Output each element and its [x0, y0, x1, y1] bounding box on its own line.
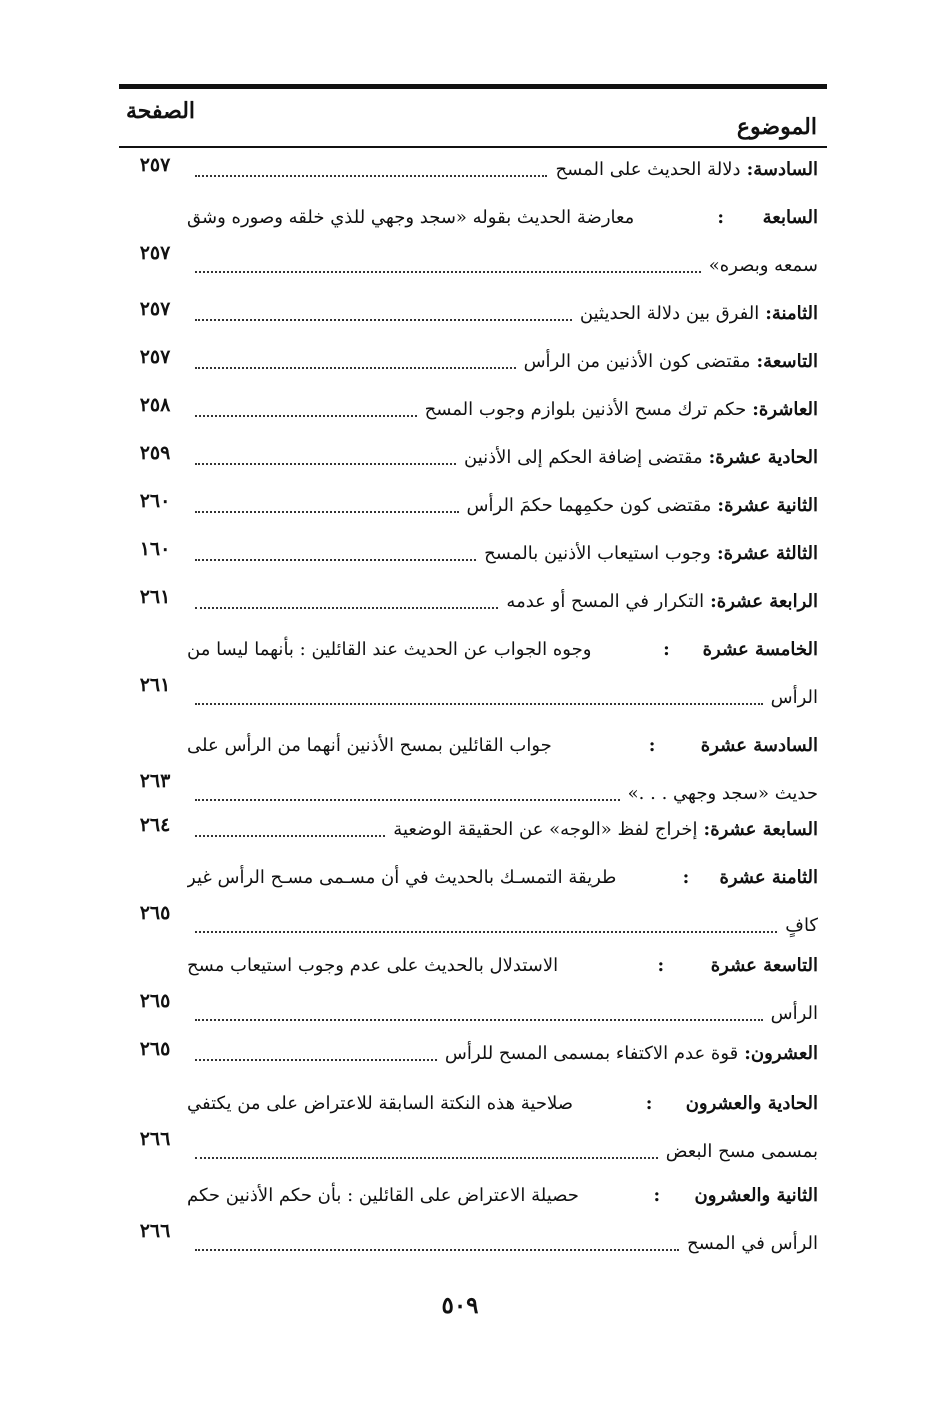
dot-leader — [195, 367, 516, 369]
label-colon: : — [657, 955, 665, 976]
entry-label: الثالثة عشرة — [723, 543, 818, 564]
label-colon: : — [717, 207, 725, 228]
label-colon: : — [663, 639, 670, 660]
entry-title: الاستدلال بالحديث على عدم وجوب استيعاب مسح — [187, 955, 559, 976]
dot-leader — [195, 319, 572, 321]
entry-page-number: ٢٦٤ — [139, 814, 171, 836]
toc-entry — [187, 342, 818, 382]
entry-page-number: ١٦٠ — [139, 538, 171, 560]
toc-entry-continuation — [187, 1224, 818, 1264]
entry-label: العاشرة — [758, 399, 818, 420]
toc-entry — [187, 486, 818, 526]
dot-leader — [195, 1059, 437, 1061]
entry-label: السابعة عشرة — [710, 819, 818, 840]
entry-page-number: ٢٥٧ — [139, 242, 171, 264]
toc-entry-continuation — [187, 246, 818, 286]
entry-label: العشرون — [750, 1043, 818, 1064]
entry-label: الرابعة عشرة — [716, 591, 818, 612]
entry-title: مقتضى كون الأذنين من الرأس — [523, 351, 751, 372]
label-colon: : — [708, 447, 716, 468]
entry-page-number: ٢٦١ — [139, 674, 171, 696]
entry-title: حكم ترك مسح الأذنين بلوازم وجوب المسح — [424, 399, 747, 420]
toc-entry — [187, 150, 818, 190]
label-colon: : — [717, 495, 725, 516]
entry-page-number: ٢٦١ — [139, 586, 171, 608]
entry-label: الثامنة عشرة — [719, 867, 818, 888]
toc-entry — [187, 810, 818, 850]
entry-page-number: ٢٦٠ — [139, 490, 171, 512]
entry-label: السابعة — [762, 207, 818, 228]
entry-title: طريقة التمسـك بالحديث في أن مسـمى مسـح الرأس غير — [187, 867, 617, 888]
entry-title: التكرار في المسح أو عدمه — [506, 591, 705, 612]
entry-title: إخراج لفظ «الوجه» عن الحقيقة الوضعية — [393, 819, 698, 840]
entry-page-number: ٢٥٧ — [139, 298, 171, 320]
toc-entry — [187, 1084, 818, 1124]
label-colon: : — [752, 399, 759, 420]
entry-title: معارضة الحديث بقوله «سجد وجهي للذي خلقه وصوره وشق — [187, 207, 635, 228]
entry-page-number: ٢٥٨ — [139, 394, 171, 416]
toc-entry-continuation — [187, 1132, 818, 1172]
label-colon: : — [653, 1185, 661, 1206]
entry-title: جواب القائلين بمسح الأذنين أنهما من الرأس على — [187, 735, 552, 756]
entry-title: دلالة الحديث على المسح — [555, 159, 741, 180]
entry-label: السادسة — [753, 159, 818, 180]
dot-leader — [195, 835, 385, 837]
toc-entry — [187, 534, 818, 574]
entry-page-number: ٢٦٥ — [139, 902, 171, 924]
toc-entry — [187, 390, 818, 430]
dot-leader — [195, 415, 417, 417]
entry-title-continued: الرأس في المسح — [686, 1233, 818, 1254]
dot-leader — [195, 607, 498, 609]
entry-page-number: ٢٦٦ — [139, 1220, 171, 1242]
entry-label: الحادية عشرة — [715, 447, 818, 468]
toc-entry — [187, 198, 818, 238]
toc-entry — [187, 438, 818, 478]
entry-label: الخامسة عشرة — [702, 639, 818, 660]
label-colon: : — [746, 159, 754, 180]
page-number: ٥٠٩ — [441, 1292, 479, 1319]
label-colon: : — [645, 1093, 653, 1114]
dot-leader — [195, 511, 459, 513]
dot-leader — [195, 271, 701, 273]
label-colon: : — [716, 543, 724, 564]
entry-page-number: ٢٦٣ — [139, 770, 171, 792]
entry-title-continued: كافٍ — [785, 915, 818, 936]
entry-title: الفرق بين دلالة الحديثين — [579, 303, 760, 324]
toc-entry — [187, 858, 818, 898]
toc-entry-continuation — [187, 678, 818, 718]
entry-label: الثانية عشرة — [724, 495, 818, 516]
topic-column-header: الموضوع — [736, 114, 817, 140]
label-colon: : — [703, 819, 711, 840]
entry-label: الحادية والعشرون — [685, 1093, 818, 1114]
entry-title: صلاحية هذه النكتة السابقة للاعتراض على من يكتفي — [187, 1093, 574, 1114]
entry-title-continued: سمعه وبصره» — [708, 255, 818, 276]
entry-page-number: ٢٦٦ — [139, 1128, 171, 1150]
entry-page-number: ٢٦٥ — [139, 990, 171, 1012]
dot-leader — [195, 1157, 658, 1159]
dot-leader — [195, 931, 777, 933]
toc-entry — [187, 1034, 818, 1074]
dot-leader — [195, 703, 763, 705]
entry-title-continued: بمسمى مسح البعض — [665, 1141, 818, 1162]
toc-entry-continuation — [187, 774, 818, 814]
toc-entry — [187, 582, 818, 622]
toc-entry — [187, 1176, 818, 1216]
entry-label: الثامنة — [771, 303, 818, 324]
entry-label: السادسة عشرة — [700, 735, 818, 756]
label-colon: : — [756, 351, 764, 372]
entry-title-continued: حديث «سجد وجهي . . .» — [627, 783, 818, 804]
label-colon: : — [744, 1043, 751, 1064]
entry-page-number: ٢٥٧ — [139, 154, 171, 176]
toc-entry-continuation — [187, 994, 818, 1034]
toc-entry-continuation — [187, 906, 818, 946]
page-column-header: الصفحة — [126, 98, 196, 124]
toc-entry — [187, 294, 818, 334]
entry-title-continued: الرأس — [770, 1003, 818, 1024]
entry-title: مقتضى كون حكمِهما حكمَ الرأس — [466, 495, 712, 516]
toc-entry — [187, 946, 818, 986]
entry-title: مقتضى إضافة الحكم إلى الأذنين — [464, 447, 703, 468]
entry-title: وجوه الجواب عن الحديث عند القائلين : بأنهما ليسا من — [187, 639, 592, 660]
entry-label: التاسعة عشرة — [710, 955, 818, 976]
toc-entry — [187, 630, 818, 670]
entry-label: الثانية والعشرون — [694, 1185, 818, 1206]
label-colon: : — [682, 867, 690, 888]
entry-label: التاسعة — [763, 351, 818, 372]
label-colon: : — [710, 591, 717, 612]
entry-title: وجوب استيعاب الأذنين بالمسح — [484, 543, 711, 564]
dot-leader — [195, 559, 476, 561]
label-colon: : — [648, 735, 656, 756]
entry-title: قوة عدم الاكتفاء بمسمى المسح للرأس — [444, 1043, 739, 1064]
entry-title: حصيلة الاعتراض على القائلين : بأن حكم الأذنين حكم — [187, 1185, 579, 1206]
label-colon: : — [765, 303, 772, 324]
dot-leader — [195, 1019, 763, 1021]
dot-leader — [195, 1249, 679, 1251]
entry-title-continued: الرأس — [770, 687, 818, 708]
dot-leader — [195, 175, 547, 177]
dot-leader — [195, 799, 620, 801]
dot-leader — [195, 463, 456, 465]
entry-page-number: ٢٥٧ — [139, 346, 171, 368]
entry-page-number: ٢٥٩ — [139, 442, 171, 464]
toc-entry — [187, 726, 818, 766]
entry-page-number: ٢٦٥ — [139, 1038, 171, 1060]
